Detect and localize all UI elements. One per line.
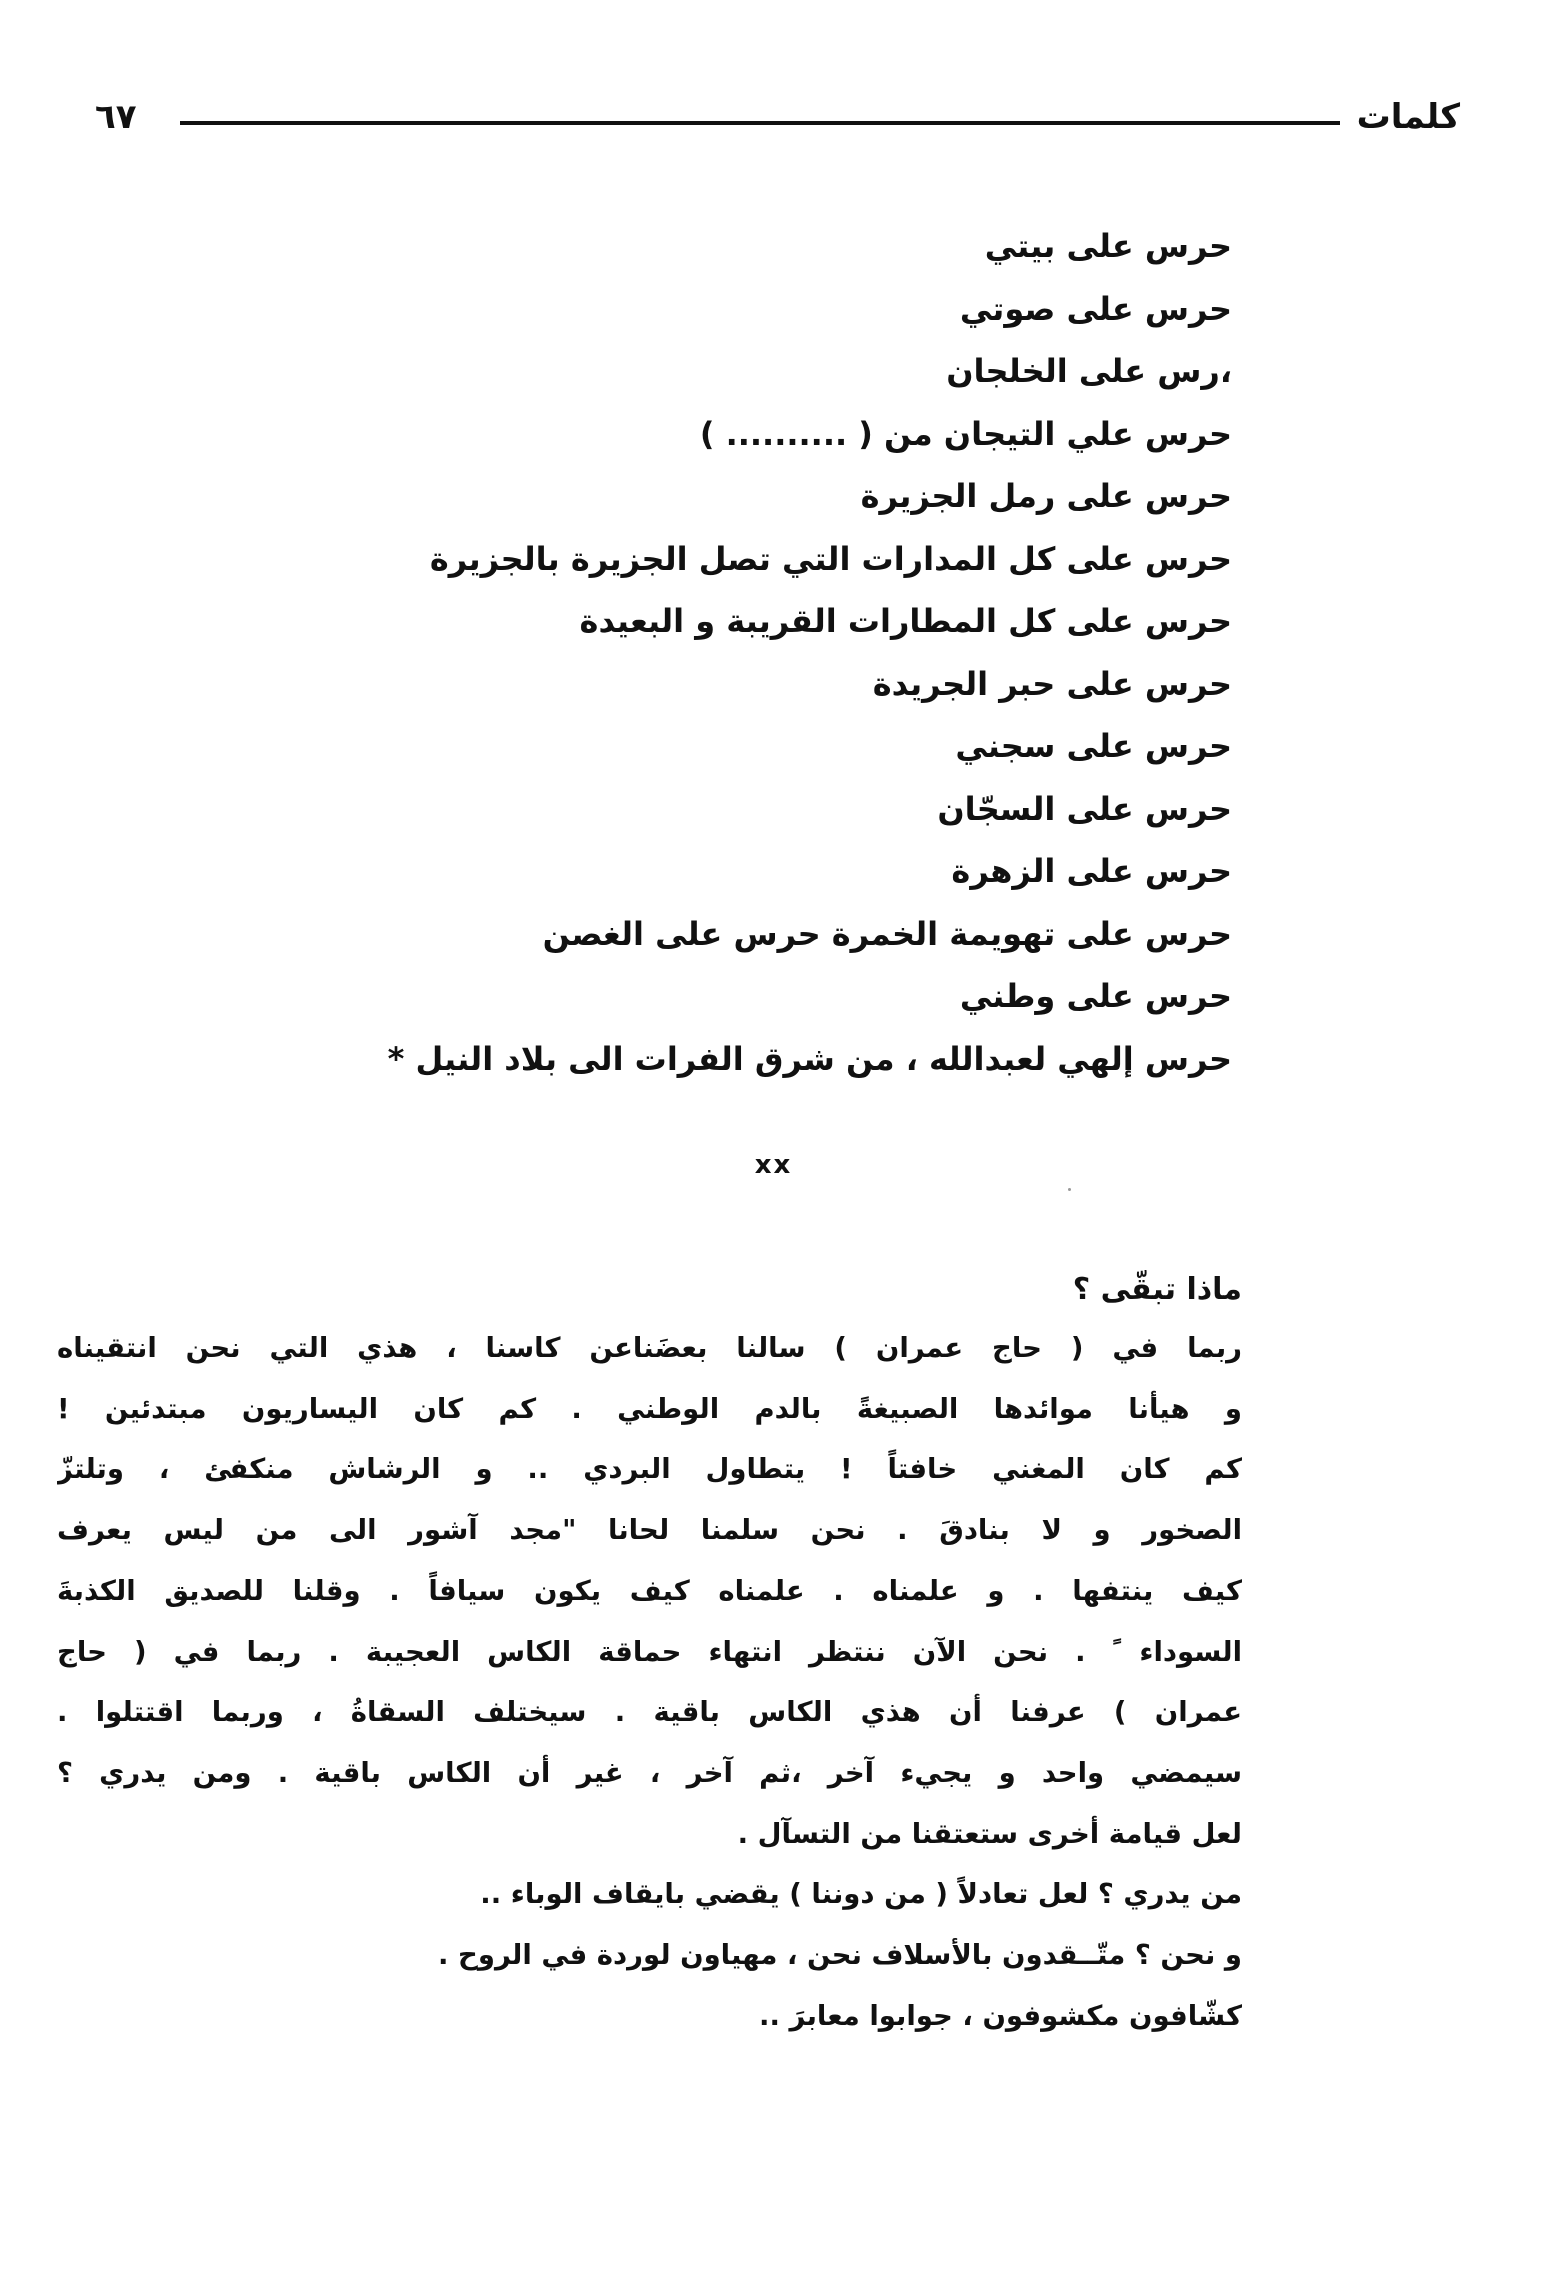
poem-line: حرس على السجّان (937, 789, 1232, 828)
poem-line: حرس إلهي لعبدالله ، من شرق الفرات الى بلاد النيل * (387, 1039, 1232, 1078)
poem-line: حرس على كل المدارات التي تصل الجزيرة بالجزيرة (429, 539, 1232, 578)
prose-line: من يدري ؟ لعل تعادلاً ( من دوننا ) يقضي بايقاف الوباء .. (480, 1878, 1242, 1911)
prose-line: و هيأنا موائدها الصبيغةً بالدم الوطني . كم كان اليساريون مبتدئين ! (57, 1392, 1242, 1425)
poem-line: حرس على سجني (955, 727, 1232, 765)
header-rule (180, 121, 1340, 125)
prose-line: الصخور و لا بنادقَ . نحن سلمنا لحانا "مجد آشور الى من ليس يعرف (57, 1514, 1242, 1547)
poem-line: حرس علي التيجان من ( .......... ) (699, 414, 1232, 453)
prose-line: لعل قيامة أخرى ستعتقنا من التسآل . (737, 1817, 1242, 1850)
prose-line: كم كان المغني خافتاً ! يتطاول البردي .. و الرشاش منكفئ ، وتلتزّ (57, 1453, 1242, 1486)
scan-speck (1068, 1188, 1071, 1191)
prose-line: عمران ) عرفنا أن هذي الكاس باقية . سيختلف السقاةُ ، وربما اقتتلوا . (57, 1696, 1242, 1729)
header-title: كلمات (1356, 97, 1460, 137)
poem-line: حرس على بيتي (984, 227, 1232, 265)
page-number: ٦٧ (95, 97, 137, 137)
poem-line: ،رس على الخلجان (946, 352, 1232, 390)
poem-line: حرس على تهويمة الخمرة حرس على الغصن (542, 914, 1232, 953)
section-heading: ماذا تبقّى ؟ (1072, 1272, 1242, 1307)
prose-line: سيمضي واحد و يجيء آخر ،ثم آخر ، غير أن الكاس باقية . ومن يدري ؟ (57, 1756, 1242, 1789)
prose-line: ربما في ( حاج عمران ) سالنا بعضَناعن كاسنا ، هذي التي نحن انتقيناه (57, 1332, 1242, 1364)
poem-line: حرس على وطني (959, 977, 1232, 1015)
poem-line: حرس على صوتي (959, 289, 1232, 328)
prose-line: كيف ينتفها . و علمناه . علمناه كيف يكون سيافاً . وقلنا للصديق الكذبةَ (57, 1574, 1242, 1607)
poem-line: حرس على كل المطارات القريبة و البعيدة (579, 602, 1232, 640)
poem-line: حرس على الزهرة (951, 852, 1232, 890)
prose-line: و نحن ؟ متّــقدون بالأسلاف نحن ، مهياون لوردة في الروح . (438, 1939, 1242, 1972)
poem-stanza (272, 215, 1232, 1090)
prose-line: كشّافون مكشوفون ، جوابوا معابرَ .. (759, 1999, 1242, 2032)
section-separator: xx (754, 1150, 793, 1180)
poem-line: حرس على حبر الجريدة (872, 664, 1232, 703)
running-header (95, 95, 1460, 147)
prose-paragraph (57, 1318, 1242, 2046)
prose-line: السوداء ً . نحن الآن ننتظر انتهاء حماقة الكاس العجيبة . ربما في ( حاج (57, 1635, 1242, 1668)
poem-line: حرس على رمل الجزيرة (860, 477, 1232, 515)
